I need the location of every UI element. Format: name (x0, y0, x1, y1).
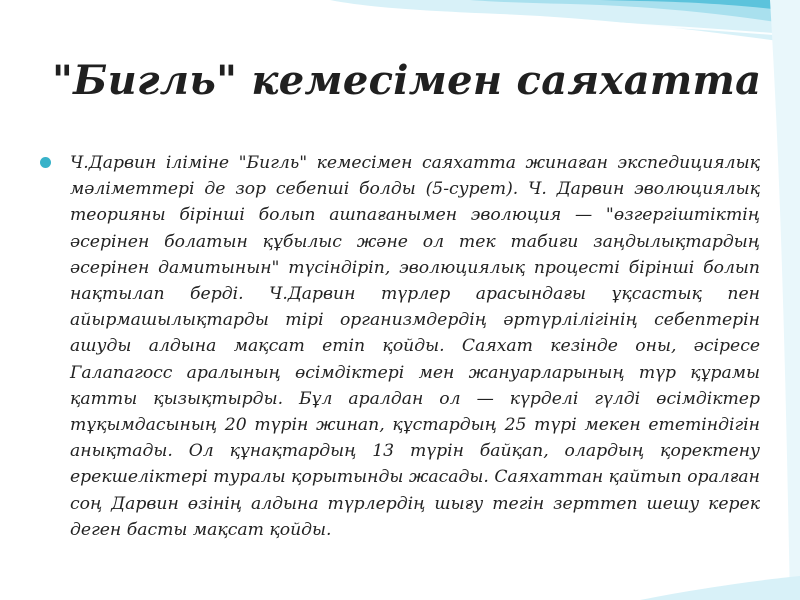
wave-right-edge (770, 0, 800, 600)
slide-title: "Бигль" кемесімен саяхатта (52, 57, 762, 104)
bullet-dot-icon (40, 157, 51, 168)
bullet-item (40, 150, 760, 600)
bullet-text: Ч.Дарвин іліміне "Бигль" кемесімен саяхатта жинаған экспедициялық мәліметтері де зор себепші болды (5-сурет). Ч. Дарвин эволюциялық теорияны бірінші болып ашпағанымен эволюция — "өзгергіштіктің әсерінен болатын құбылыс және ол тек табиғи заңдылықтардың әсерінен дамитынын" түсіндіріп, эволюциялық процесті бірінші болып нақтылап берді. Ч.Дарвин түрлер арасындағы ұқсастық пен айырмашылықтарды тірі организмдердің әртүрлілігінің себептерін ашуды алдына мақсат етіп қойды. Саяхат кезінде оны, әсіресе Галапагосс аралының өсімдіктері мен жануарларының түр құрамы қатты қызықтырды. Бұл аралдан ол — күрделі гүлді өсімдіктер тұқымдасының 20 түрін жинап, құстардың 25 түрі мекен ететіндігін анықтады. Ол құнақтардың 13 түрін байқап, олардың қоректену ерекшеліктері туралы қорытынды жасады. Саяхаттан қайтып оралған соң Дарвин өзінің алдына түрлердің шығу тегін зерттеп шешу керек деген басты мақсат қойды. (70, 153, 760, 540)
